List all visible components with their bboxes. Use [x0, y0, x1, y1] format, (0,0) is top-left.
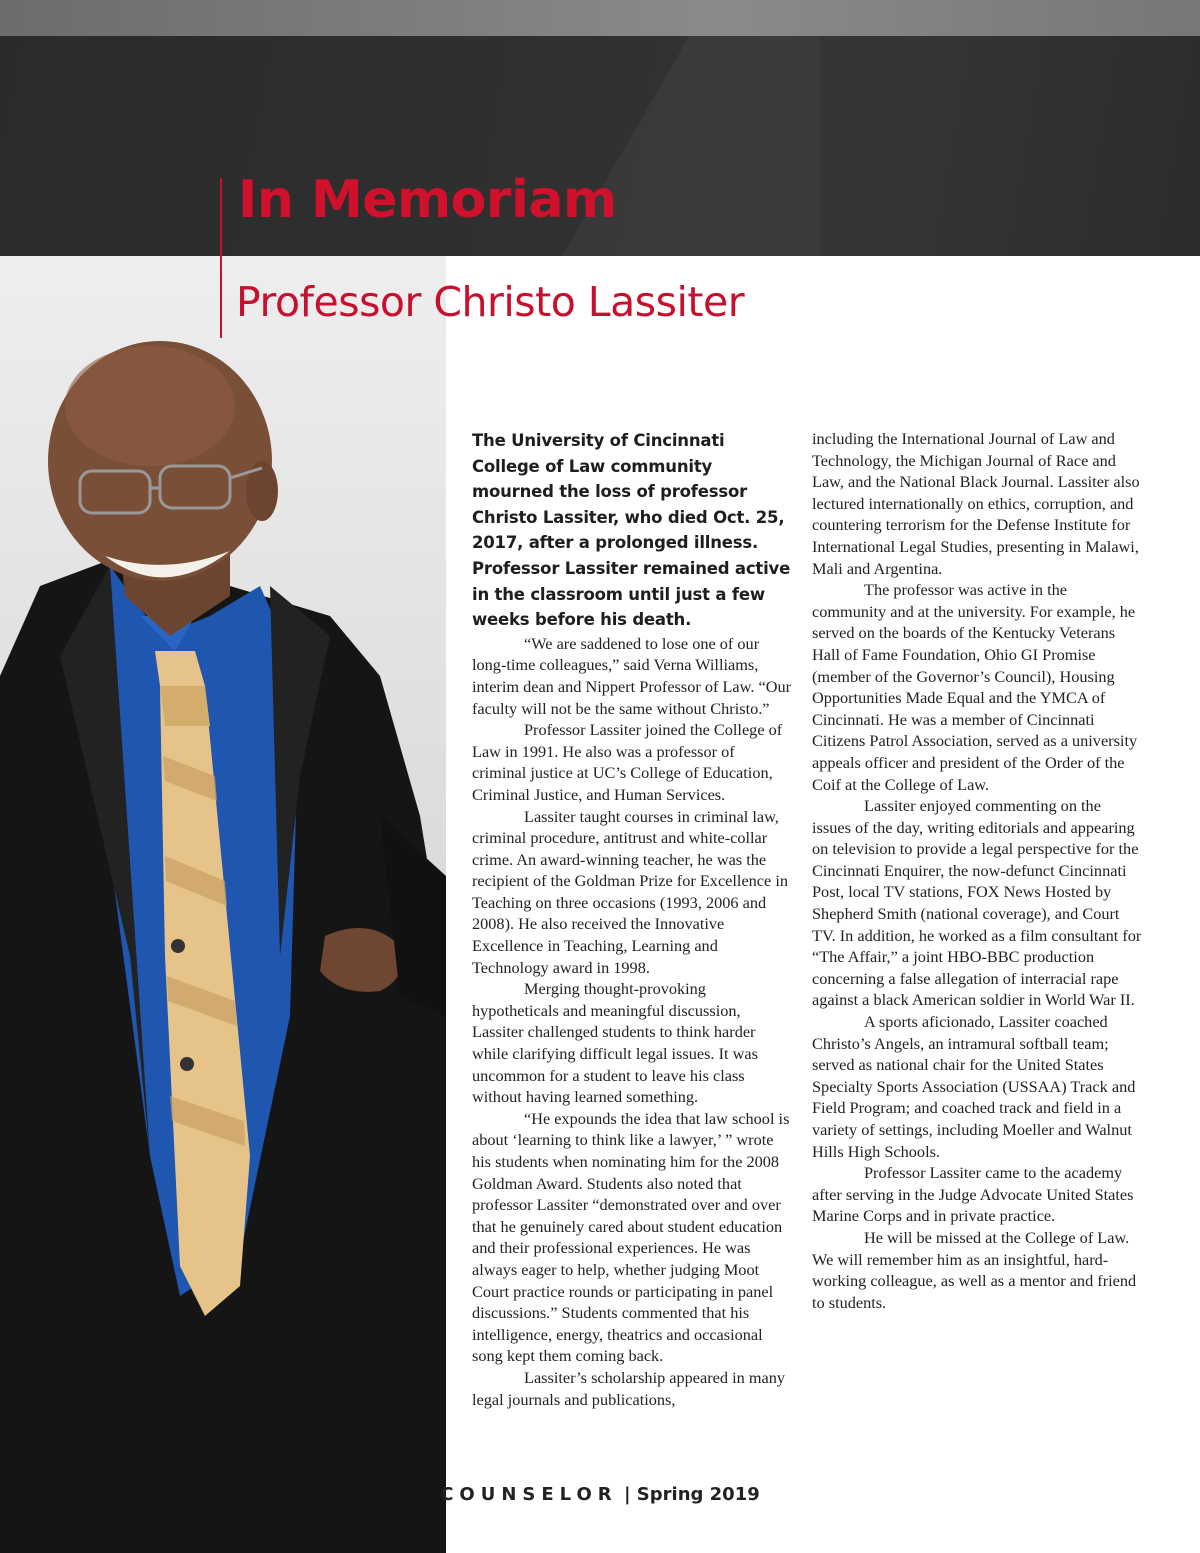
article-paragraph: Lassiter’s scholarship appeared in many legal journals and publications, — [472, 1367, 786, 1409]
article-paragraph: Professor Lassiter joined the College of Law in 1991. He also was a professor of criminal justice at UC’s College of Education, Criminal Justice, and Human Services. — [472, 720, 783, 804]
article-paragraph: Lassiter taught courses in criminal law, criminal procedure, antitrust and white-collar crime. An award-winning teacher, he was the recipient of the Goldman Prize for Excellence in Teaching on three occasions (1993, 2006 and 2008). He also received the Innovative Excellence in Teaching, Learning and Technology award in 1998. — [472, 806, 788, 977]
article-paragraph: “We are saddened to lose one of our long-time colleagues,” said Verna Williams, interim dean and Nippert Professor of Law. “Our faculty will not be the same without Christo.” — [472, 633, 792, 718]
article-paragraph: “He expounds the idea that law school is about ‘learning to think like a lawyer,’ ” wrote his students when nominating him for the 2008 Goldman Award. Students also noted that professor Lassiter “demonstrated over and over that he genuinely cared about student education and their professional experiences. He was always eager to help, whether judging Moot Court practice rounds or participating in panel discussions.” Students commented that his intelligence, energy, theatrics and occasional song kept them coming back. — [472, 1108, 790, 1366]
article-lead: The University of Cincinnati College of Law community mourned the loss of professor Christo Lassiter, who died Oct. 25, 2017, after a prolonged illness. Professor Lassiter remained active in the classroom until just a few weeks before his death. — [472, 431, 791, 630]
article-paragraph: Merging thought-provoking hypotheticals and meaningful discussion, Lassiter challenged students to think harder while clarifying difficult legal issues. It was uncommon for a student to leave his class without having learned something. — [472, 979, 758, 1107]
article-paragraph-continuation: including the International Journal of Law and Technology, the Michigan Journal of Race and Law, and the National Black Journal. Lassiter also lectured internationally on ethics, corruption, and countering terrorism for the Defense Institute for International Legal Studies, presenting in Malawi, Mali and Argentina. — [812, 429, 1140, 578]
page-title: In Memoriam — [238, 170, 617, 230]
article-paragraph: Lassiter enjoyed commenting on the issues of the day, writing editorials and appearing on television to provide a legal perspective for the Cincinnati Enquirer, the now-defunct Cincinnati Post, local TV stations, FOX News Hosted by Shepherd Smith (national coverage), and Court TV. In addition, he worked as a film consultant for “The Affair,” a joint HBO-BBC production concerning a false allegation of interracial rape against a black American soldier in World War II. — [812, 796, 1142, 1010]
article-paragraph: He will be missed at the College of Law. We will remember him as an insightful, hard-working colleague, as well as a mentor and friend to students. — [812, 1227, 1137, 1312]
article-paragraph: A sports aficionado, Lassiter coached Christo’s Angels, an intramural softball team; served as national chair for the United States Specialty Sports Association (USSAA) Track and Field Program; and coached track and field in a variety of settings, including Moeller and Walnut Hills High Schools. — [812, 1012, 1136, 1161]
article-column-1 — [472, 428, 792, 1410]
header-decor-shape — [820, 36, 1200, 256]
issue-label: | Spring 2019 — [623, 1484, 760, 1505]
portrait-photo — [0, 256, 446, 1553]
article-paragraph: Professor Lassiter came to the academy after serving in the Judge Advocate United States Marine Corps and in private practice. — [812, 1163, 1134, 1226]
header-top-strip — [0, 0, 1200, 36]
article-paragraph: The professor was active in the community and at the university. For example, he served on the boards of the Kentucky Veterans Hall of Fame Foundation, Ohio GI Promise (member of the Governor’s Council), Housing Opportunities Made Equal and the YMCA of Cincinnati. He was a member of Cincinnati Citizens Patrol Association, served as a university appeals officer and president of the Order of the Coif at the College of Law. — [812, 580, 1138, 794]
title-accent-rule — [220, 178, 222, 338]
page-footer — [0, 1484, 1200, 1505]
page-subtitle: Professor Christo Lassiter — [236, 278, 745, 326]
magazine-name: COUNSELOR — [440, 1484, 618, 1505]
article-column-2 — [812, 428, 1142, 1313]
